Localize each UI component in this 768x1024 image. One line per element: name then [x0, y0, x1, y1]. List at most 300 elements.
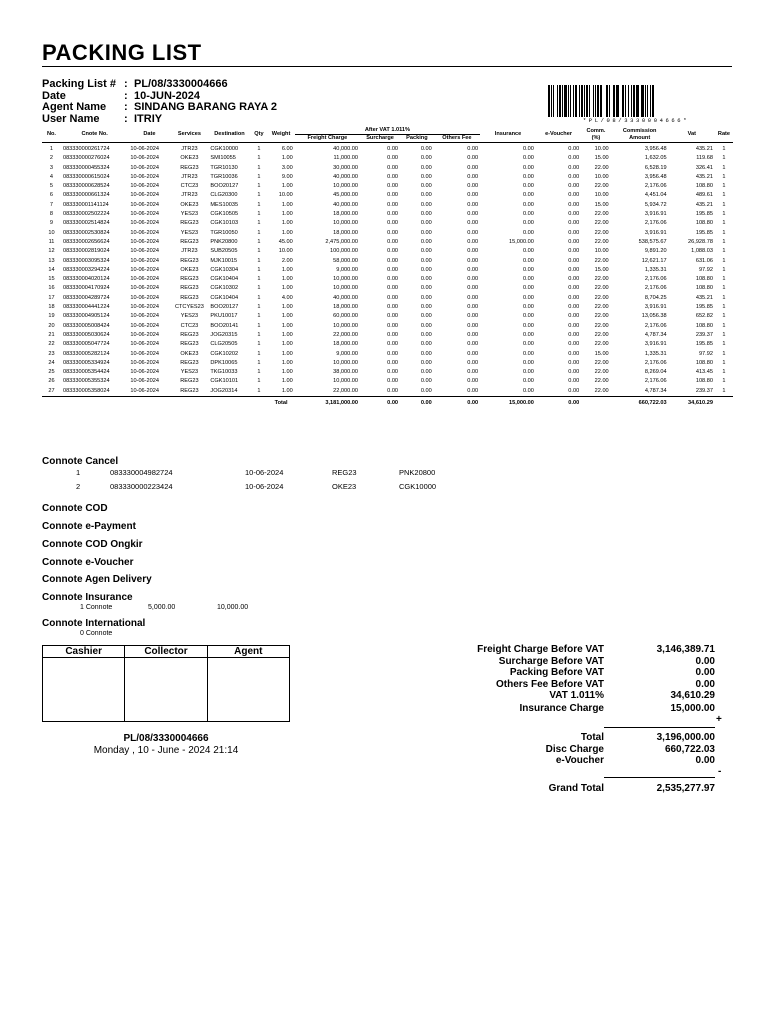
row-no: 11 — [48, 238, 55, 245]
row-insurance: 0.00 — [523, 313, 534, 320]
row-insurance: 0.00 — [523, 192, 534, 199]
row-insurance: 0.00 — [523, 304, 534, 311]
row-rate: 1 — [722, 220, 726, 227]
row-vat: 413.45 — [695, 369, 713, 376]
field-agent-name — [42, 102, 277, 114]
row-surcharge: 0.00 — [387, 304, 399, 311]
row-packing: 0.00 — [420, 304, 432, 311]
row-rate: 1 — [722, 146, 726, 152]
surcharge-before-vat-label: Surcharge Before VAT — [498, 656, 604, 667]
row-destination: SMI10055 — [210, 155, 236, 162]
row-evoucher: 0.00 — [568, 378, 580, 385]
field-value: PL/08/3330004666 — [134, 78, 228, 90]
row-freight: 9,000.00 — [336, 350, 359, 357]
row-rate: 1 — [722, 257, 726, 264]
col-others: Others Fee — [442, 135, 472, 141]
row-surcharge: 0.00 — [387, 183, 399, 190]
others-before-vat-value: 0.00 — [695, 679, 715, 690]
row-vat: 631.06 — [695, 257, 713, 264]
row-commission: 3,916.91 — [644, 229, 667, 236]
cancel-dest: PNK20800 — [399, 468, 436, 477]
row-qty: 1 — [257, 369, 261, 376]
summary-rule — [604, 727, 715, 728]
row-freight: 10,000.00 — [333, 276, 359, 283]
row-insurance: 0.00 — [523, 229, 534, 236]
row-conote: 083330005282124 — [62, 350, 110, 357]
row-conote: 083330002530824 — [62, 229, 110, 236]
row-freight: 58,000.00 — [333, 257, 359, 264]
row-packing: 0.00 — [420, 211, 432, 218]
row-service: OKE23 — [180, 350, 199, 357]
row-freight: 10,000.00 — [333, 378, 359, 385]
row-comm: 22.00 — [594, 304, 609, 311]
col-destination: Destination — [214, 131, 245, 137]
row-insurance: 0.00 — [523, 257, 534, 264]
row-comm: 22.00 — [594, 285, 609, 292]
insurance-count: 1 Connote — [80, 604, 113, 611]
row-vat: 108.80 — [695, 276, 713, 283]
row-conote: 083330002819024 — [62, 248, 110, 255]
row-destination: CGK10103 — [210, 220, 239, 227]
row-rate: 1 — [722, 304, 726, 311]
row-packing: 0.00 — [420, 359, 432, 366]
field-separator: : — [124, 112, 128, 125]
row-packing: 0.00 — [420, 248, 432, 255]
row-insurance: 15,000.00 — [509, 238, 534, 245]
table-row — [42, 312, 733, 321]
footer-datetime: Monday , 10 - June - 2024 21:14 — [93, 745, 239, 756]
table-row — [42, 173, 733, 182]
row-no: 17 — [48, 294, 55, 301]
row-date: 10-06-2024 — [130, 201, 159, 208]
row-rate: 1 — [722, 201, 726, 208]
row-service: REG23 — [180, 238, 199, 245]
row-service: REG23 — [180, 276, 199, 283]
international-count: 0 Connote — [80, 630, 113, 637]
row-weight: 45.00 — [278, 238, 293, 245]
row-weight: 9.00 — [281, 173, 293, 180]
row-conote: 083330000261724 — [62, 146, 110, 152]
row-evoucher: 0.00 — [568, 387, 580, 394]
row-destination: CGK10505 — [210, 211, 239, 218]
e-voucher-value: 0.00 — [695, 755, 715, 766]
row-packing: 0.00 — [420, 146, 432, 152]
row-date: 10-06-2024 — [130, 294, 159, 301]
row-conote: 083330002656624 — [62, 238, 110, 245]
table-row — [42, 303, 733, 312]
row-insurance: 0.00 — [523, 387, 534, 394]
row-comm: 10.00 — [594, 248, 609, 255]
row-vat: 435.21 — [695, 146, 713, 152]
row-rate: 1 — [722, 238, 726, 245]
row-commission: 3,916.91 — [644, 304, 667, 311]
row-evoucher: 0.00 — [568, 276, 580, 283]
row-comm: 22.00 — [594, 331, 609, 338]
row-no: 8 — [49, 211, 54, 218]
row-qty: 1 — [257, 331, 261, 338]
row-packing: 0.00 — [420, 378, 432, 385]
row-packing: 0.00 — [420, 183, 432, 190]
row-qty: 1 — [257, 378, 261, 385]
row-comm: 15.00 — [594, 350, 609, 357]
row-weight: 1.00 — [281, 304, 293, 311]
row-no: 22 — [48, 341, 55, 348]
total-value: 3,196,000.00 — [656, 732, 715, 743]
row-no: 14 — [48, 266, 55, 273]
cancel-service: OKE23 — [332, 482, 357, 491]
row-weight: 1.00 — [281, 155, 293, 162]
row-conote: 083330002514824 — [62, 220, 110, 227]
row-commission: 5,934.72 — [644, 201, 667, 208]
row-surcharge: 0.00 — [387, 313, 399, 320]
row-commission: 3,956.48 — [644, 146, 667, 152]
row-destination: MES10035 — [210, 201, 239, 208]
row-freight: 45,000.00 — [333, 192, 359, 199]
row-commission: 2,176.06 — [644, 378, 667, 385]
row-commission: 2,176.06 — [644, 183, 667, 190]
cancel-date: 10-06-2024 — [245, 468, 284, 477]
row-packing: 0.00 — [420, 192, 432, 199]
row-evoucher: 0.00 — [568, 369, 580, 376]
row-freight: 18,000.00 — [333, 211, 359, 218]
row-insurance: 0.00 — [523, 266, 534, 273]
row-no: 25 — [48, 369, 55, 376]
row-insurance: 0.00 — [523, 350, 534, 357]
row-insurance: 0.00 — [523, 341, 534, 348]
total-others: 0.00 — [434, 397, 480, 410]
row-packing: 0.00 — [420, 173, 432, 180]
total-label: Total — [580, 732, 604, 743]
row-evoucher: 0.00 — [568, 304, 580, 311]
row-rate: 1 — [722, 341, 726, 348]
row-date: 10-06-2024 — [130, 331, 159, 338]
row-evoucher: 0.00 — [568, 146, 580, 152]
row-destination: CGK10202 — [210, 350, 239, 357]
barcode — [548, 85, 724, 117]
row-comm: 22.00 — [594, 211, 609, 218]
row-commission: 1,335.31 — [644, 350, 667, 357]
row-freight: 18,000.00 — [333, 304, 359, 311]
row-surcharge: 0.00 — [387, 211, 399, 218]
row-comm: 22.00 — [594, 229, 609, 236]
row-qty: 1 — [257, 192, 261, 199]
row-no: 4 — [49, 173, 54, 180]
row-comm: 22.00 — [594, 220, 609, 227]
barcode-text: *PL/08/3330004666* — [582, 117, 690, 124]
row-date: 10-06-2024 — [130, 192, 159, 199]
minus-sign: - — [718, 766, 722, 777]
row-freight: 10,000.00 — [333, 359, 359, 366]
row-rate: 1 — [722, 369, 726, 376]
row-vat: 108.80 — [695, 183, 713, 190]
table-row — [42, 201, 733, 210]
row-commission: 8,704.25 — [644, 294, 667, 301]
row-vat: 108.80 — [695, 220, 713, 227]
table-row — [42, 275, 733, 284]
sig-collector-space — [125, 658, 207, 722]
total-evoucher: 0.00 — [536, 397, 581, 410]
row-vat: 1,088.03 — [691, 248, 713, 255]
row-freight: 40,000.00 — [333, 294, 359, 301]
row-qty: 1 — [257, 201, 261, 208]
summary-rule — [604, 777, 715, 778]
row-qty: 1 — [257, 257, 261, 264]
row-rate: 1 — [722, 266, 726, 273]
row-surcharge: 0.00 — [387, 173, 399, 180]
row-evoucher: 0.00 — [568, 359, 580, 366]
row-comm: 22.00 — [594, 257, 609, 264]
table-row — [42, 331, 733, 340]
row-others: 0.00 — [467, 220, 479, 227]
row-destination: BOO20127 — [210, 304, 239, 311]
row-qty: 1 — [257, 285, 261, 292]
row-weight: 1.00 — [281, 285, 293, 292]
field-separator: : — [124, 101, 128, 113]
row-conote: 083330005030624 — [62, 331, 110, 338]
row-surcharge: 0.00 — [387, 285, 399, 292]
row-destination: JOG20314 — [210, 387, 238, 394]
row-no: 23 — [48, 350, 55, 357]
row-freight: 10,000.00 — [333, 220, 359, 227]
row-comm: 22.00 — [594, 294, 609, 301]
row-weight: 1.00 — [281, 359, 293, 366]
field-packing-list — [42, 79, 277, 91]
row-insurance: 0.00 — [523, 155, 534, 162]
field-value: 10-JUN-2024 — [134, 89, 201, 102]
insurance-charge-label: Insurance Charge — [519, 703, 604, 714]
row-others: 0.00 — [467, 266, 479, 273]
row-evoucher: 0.00 — [568, 248, 580, 255]
row-no: 2 — [49, 155, 54, 162]
row-others: 0.00 — [467, 341, 479, 348]
row-freight: 40,000.00 — [333, 173, 359, 180]
row-surcharge: 0.00 — [387, 257, 399, 264]
row-surcharge: 0.00 — [387, 331, 399, 338]
row-packing: 0.00 — [420, 294, 432, 301]
sig-cashier: Cashier — [43, 646, 125, 658]
row-service: REG23 — [180, 257, 199, 264]
row-evoucher: 0.00 — [568, 331, 580, 338]
col-evoucher: e-Voucher — [545, 131, 573, 137]
total-freight: 3,181,000.00 — [295, 397, 360, 410]
row-others: 0.00 — [467, 146, 479, 152]
row-packing: 0.00 — [420, 369, 432, 376]
table-row — [42, 350, 733, 359]
row-destination: CGK10000 — [210, 146, 239, 152]
row-comm: 22.00 — [594, 276, 609, 283]
row-date: 10-06-2024 — [130, 313, 159, 320]
row-destination: TKG10033 — [210, 369, 238, 376]
row-date: 10-06-2024 — [130, 369, 159, 376]
row-others: 0.00 — [467, 304, 479, 311]
row-comm: 15.00 — [594, 155, 609, 162]
row-others: 0.00 — [467, 201, 479, 208]
table-row — [42, 164, 733, 173]
e-voucher-label: e-Voucher — [555, 755, 604, 766]
row-service: CTC23 — [180, 322, 199, 329]
col-services: Services — [177, 131, 201, 137]
row-vat: 489.61 — [695, 192, 713, 199]
row-service: JTR23 — [181, 192, 198, 199]
table-row — [42, 257, 733, 266]
row-evoucher: 0.00 — [568, 164, 580, 171]
row-conote: 083330003294224 — [62, 266, 110, 273]
total-commission: 660,722.03 — [611, 397, 669, 410]
row-vat: 119.68 — [696, 155, 713, 162]
row-qty: 1 — [257, 350, 261, 357]
row-conote: 083330005354424 — [62, 369, 110, 376]
row-surcharge: 0.00 — [387, 359, 399, 366]
row-weight: 3.00 — [281, 164, 293, 171]
row-freight: 60,000.00 — [333, 313, 359, 320]
total-insurance: 15,000.00 — [480, 397, 536, 410]
col-surcharge: Surcharge — [366, 135, 394, 141]
row-destination: SUB20505 — [210, 248, 238, 255]
row-vat: 97.92 — [698, 266, 713, 273]
connote-insurance: Connote Insurance — [42, 592, 133, 603]
row-destination: BOO20141 — [210, 322, 239, 329]
row-vat: 435.21 — [695, 173, 713, 180]
row-commission: 2,176.06 — [644, 322, 667, 329]
row-insurance: 0.00 — [523, 285, 534, 292]
sig-agent-space — [207, 658, 289, 722]
row-weight: 1.00 — [281, 369, 293, 376]
row-packing: 0.00 — [420, 341, 432, 348]
row-destination: TGR10130 — [210, 164, 238, 171]
row-qty: 1 — [257, 322, 261, 329]
row-qty: 1 — [257, 229, 261, 236]
row-qty: 1 — [257, 294, 261, 301]
table-row — [42, 219, 733, 228]
row-conote: 083330000661324 — [62, 192, 110, 199]
row-packing: 0.00 — [420, 387, 432, 394]
col-no: No. — [46, 131, 56, 137]
row-weight: 2.00 — [281, 257, 293, 264]
table-row — [42, 210, 733, 219]
vat-label: VAT 1.011% — [549, 690, 604, 701]
col-insurance: Insurance — [494, 131, 522, 137]
row-service: YES23 — [180, 211, 199, 218]
row-qty: 1 — [257, 359, 261, 366]
row-no: 20 — [48, 322, 55, 329]
row-weight: 4.00 — [281, 294, 293, 301]
row-others: 0.00 — [467, 387, 479, 394]
field-label: Date — [42, 89, 66, 102]
table-row — [42, 294, 733, 303]
row-service: CTC23 — [180, 183, 199, 190]
row-commission: 9,891.20 — [644, 248, 667, 255]
row-others: 0.00 — [467, 276, 479, 283]
row-conote: 083330002502224 — [62, 211, 110, 218]
row-vat: 195.85 — [695, 341, 713, 348]
connote-cod-ongkir: Connote COD Ongkir — [42, 539, 143, 550]
row-rate: 1 — [722, 322, 726, 329]
row-vat: 326.41 — [695, 164, 713, 171]
insurance-charge-value: 15,000.00 — [670, 703, 715, 714]
row-evoucher: 0.00 — [568, 285, 580, 292]
row-vat: 195.85 — [695, 229, 713, 236]
row-surcharge: 0.00 — [387, 341, 399, 348]
row-rate: 1 — [722, 313, 726, 320]
field-value: SINDANG BARANG RAYA 2 — [134, 101, 278, 113]
packing-before-vat-label: Packing Before VAT — [509, 667, 604, 678]
col-freight: Freight Charge — [307, 135, 348, 141]
row-conote: 083330000628524 — [62, 183, 110, 190]
row-packing: 0.00 — [420, 164, 432, 171]
row-no: 6 — [49, 192, 54, 199]
row-conote: 083330005334924 — [62, 359, 110, 366]
row-packing: 0.00 — [420, 331, 432, 338]
row-commission: 2,176.06 — [644, 220, 667, 227]
surcharge-before-vat-value: 0.00 — [695, 656, 715, 667]
row-weight: 10.00 — [278, 248, 293, 255]
connote-epayment: Connote e-Payment — [42, 521, 136, 532]
row-evoucher: 0.00 — [568, 229, 580, 236]
packing-table — [42, 126, 733, 409]
row-commission: 6,528.19 — [644, 164, 667, 171]
row-packing: 0.00 — [420, 201, 432, 208]
row-weight: 1.00 — [281, 266, 293, 273]
row-service: OKE23 — [180, 201, 199, 208]
row-others: 0.00 — [467, 248, 479, 255]
row-commission: 8,269.04 — [644, 369, 667, 376]
footer-id: PL/08/3330004666 — [123, 733, 209, 744]
row-comm: 22.00 — [594, 378, 609, 385]
row-insurance: 0.00 — [523, 378, 534, 385]
row-packing: 0.00 — [420, 285, 432, 292]
row-service: OKE23 — [180, 155, 199, 162]
row-others: 0.00 — [467, 211, 479, 218]
field-value: ITRIY — [134, 112, 163, 125]
row-date: 10-06-2024 — [130, 238, 159, 245]
row-comm: 15.00 — [594, 266, 609, 273]
sig-cashier-space — [43, 658, 125, 722]
row-surcharge: 0.00 — [387, 266, 399, 273]
row-comm: 10.00 — [594, 173, 609, 180]
row-surcharge: 0.00 — [387, 322, 399, 329]
row-vat: 108.80 — [695, 378, 713, 385]
row-rate: 1 — [722, 229, 726, 236]
row-no: 7 — [49, 201, 54, 208]
insurance-amount-2: 10,000.00 — [217, 604, 249, 611]
row-comm: 22.00 — [594, 369, 609, 376]
row-date: 10-06-2024 — [130, 387, 159, 394]
row-qty: 1 — [257, 341, 261, 348]
row-date: 10-06-2024 — [130, 164, 159, 171]
plus-sign: + — [716, 714, 722, 725]
freight-before-vat-value: 3,146,389.71 — [656, 644, 715, 655]
row-rate: 1 — [722, 387, 726, 394]
row-surcharge: 0.00 — [387, 248, 399, 255]
row-conote: 083330005008424 — [62, 322, 110, 329]
row-insurance: 0.00 — [523, 359, 534, 366]
row-weight: 1.00 — [281, 201, 293, 208]
row-conote: 083330000615024 — [62, 173, 110, 180]
row-vat: 108.80 — [695, 322, 713, 329]
row-others: 0.00 — [467, 294, 479, 301]
row-no: 24 — [48, 359, 55, 366]
row-commission: 3,956.48 — [644, 173, 667, 180]
row-evoucher: 0.00 — [568, 183, 580, 190]
row-qty: 1 — [257, 387, 261, 394]
row-others: 0.00 — [467, 331, 479, 338]
row-conote: 083330004905124 — [62, 313, 110, 320]
row-rate: 1 — [722, 173, 726, 180]
table-row — [42, 377, 733, 386]
row-destination: BOO20127 — [210, 183, 239, 190]
row-no: 26 — [48, 378, 55, 385]
row-surcharge: 0.00 — [387, 229, 399, 236]
